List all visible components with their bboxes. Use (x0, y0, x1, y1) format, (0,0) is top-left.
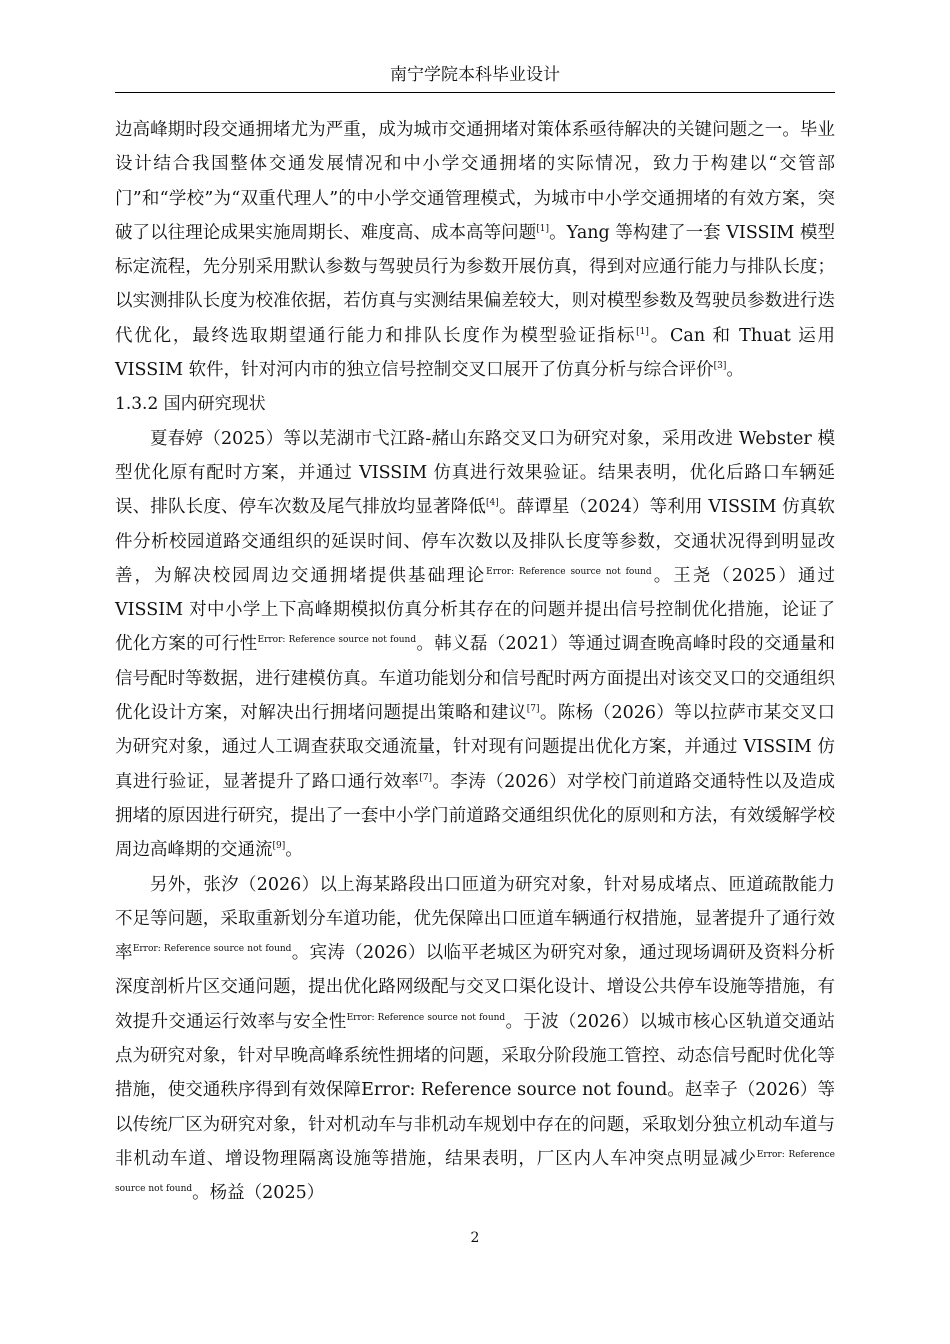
broken-reference: Error: Reference source not found (486, 566, 652, 577)
broken-reference: Error: Reference source not found (115, 1149, 836, 1195)
text-run: 。 (285, 840, 303, 861)
paragraph-2 (115, 422, 835, 868)
text-run: 。杨益（2025） (192, 1183, 325, 1204)
text-run: 。宾涛（2026）以临平老城区为研究对象，通过现场调研及资料分析深度剖析片区交通问题，提出优化路网级配与交叉口渠化设计、增设公共停车设施等措施，有效提升交通运行效率与安全性 (115, 943, 835, 1032)
text-run: 。赵幸子（2026）等以传统厂区为研究对象，针对机动车与非机动车规划中存在的问题，采取划分独立机动车道与非机动车道、增设物理隔离设施等措施，结果表明，厂区内人车冲突点明显减少 (115, 1080, 835, 1169)
page-number: 2 (470, 1230, 480, 1246)
text-run: 。陈杨（2026）等以拉萨市某交叉口为研究对象，通过人工调查获取交通流量，针对现有问题提出优化方案，并通过 VISSIM 仿真进行验证，显著提升了路口通行效率 (115, 703, 835, 792)
text-run: 。Can 和 Thuat 运用 VISSIM 软件，针对河内市的独立信号控制交叉口展开了仿真分析与综合评价 (115, 325, 836, 381)
text-run: 边高峰期时段交通拥堵尤为严重，成为城市交通拥堵对策体系亟待解决的关键问题之一。毕业设计结合我国整体交通发展情况和中小学交通拥堵的实际情况，致力于构建以“交管部门”和“学校”为“双重代理人”的中小学交通管理模式，为城市中小学交通拥堵的有效方案，突破了以往理论成果实施周期长、难度高、成本高等问题 (115, 120, 835, 243)
text-run: 另外，张汐（2026）以上海某路段出口匝道为研究对象，针对易成堵点、匝道疏散能力不足等问题，采取重新划分车道功能，优先保障出口匝道车辆通行权措施，显著提升了通行效率 (115, 874, 835, 964)
citation: [3] (713, 361, 727, 372)
broken-reference: Error: Reference source not found (257, 635, 417, 646)
broken-reference-inline: Error: Reference source not found (361, 1080, 668, 1101)
text-run: 。李涛（2026）对学校门前道路交通特性以及造成拥堵的原因进行研究，提出了一套中小学门前道路交通组织优化的原则和方法，有效缓解学校周边高峰期的交通流 (115, 771, 835, 861)
text-run: 。 (726, 360, 744, 381)
text-run: 夏春婷（2025）等以芜湖市弋江路-赭山东路交叉口为研究对象，采用改进 Webster 模型优化原有配时方案，并通过 VISSIM 仿真进行效果验证。结果表明，优化后路口车辆延误、排队长度、停车次数及尾气排放均显著降低 (115, 428, 835, 518)
text-run: 。王尧（2025）通过 VISSIM 对中小学上下高峰期模拟仿真分析其存在的问题并提出信号控制优化措施，论证了优化方案的可行性 (115, 565, 836, 655)
citation: [7] (526, 704, 540, 715)
text-run: 。薛谭星（2024）等利用 VISSIM 仿真软件分析校园道路交通组织的延误时间、停车次数以及排队长度等参数，交通状况得到明显改善，为解决校园周边交通拥堵提供基础理论 (115, 497, 836, 586)
paragraph-1 (115, 113, 835, 387)
citation: [7] (419, 772, 433, 783)
citation: [1] (636, 326, 649, 337)
paragraph-3 (115, 868, 835, 1211)
citation: [4] (486, 498, 499, 509)
header-rule (115, 92, 835, 93)
broken-reference: Error: Reference source not found (346, 1012, 506, 1023)
page-body (115, 113, 835, 1211)
text-run: 。Yang 等构建了一套 VISSIM 模型标定流程，先分别采用默认参数与驾驶员行为参数开展仿真，得到对应通行能力与排队长度；以实测排队长度为校准依据，若仿真与实测结果偏差较大，则对模型参数及驾驶员参数进行迭代优化，最终选取期望通行能力和排队长度作为模型验证指标 (115, 222, 836, 346)
broken-reference: Error: Reference source not found (132, 944, 292, 955)
citation: [1] (536, 223, 550, 234)
text-run: 。韩义磊（2021）等通过调查晚高峰时段的交通量和信号配时等数据，进行建模仿真。车道功能划分和信号配时两方面提出对该交叉口的交通组织优化设计方案，对解决出行拥堵问题提出策略和建议 (115, 634, 835, 724)
text-run: 。于波（2026）以城市核心区轨道交通站点为研究对象，针对早晚高峰系统性拥堵的问题，采取分阶段施工管控、动态信号配时优化等措施，使交通秩序得到有效保障 (115, 1011, 836, 1101)
section-heading: 1.3.2 国内研究现状 (115, 394, 266, 415)
citation: [9] (272, 841, 286, 852)
page-header: 南宁学院本科毕业设计 (390, 65, 560, 85)
